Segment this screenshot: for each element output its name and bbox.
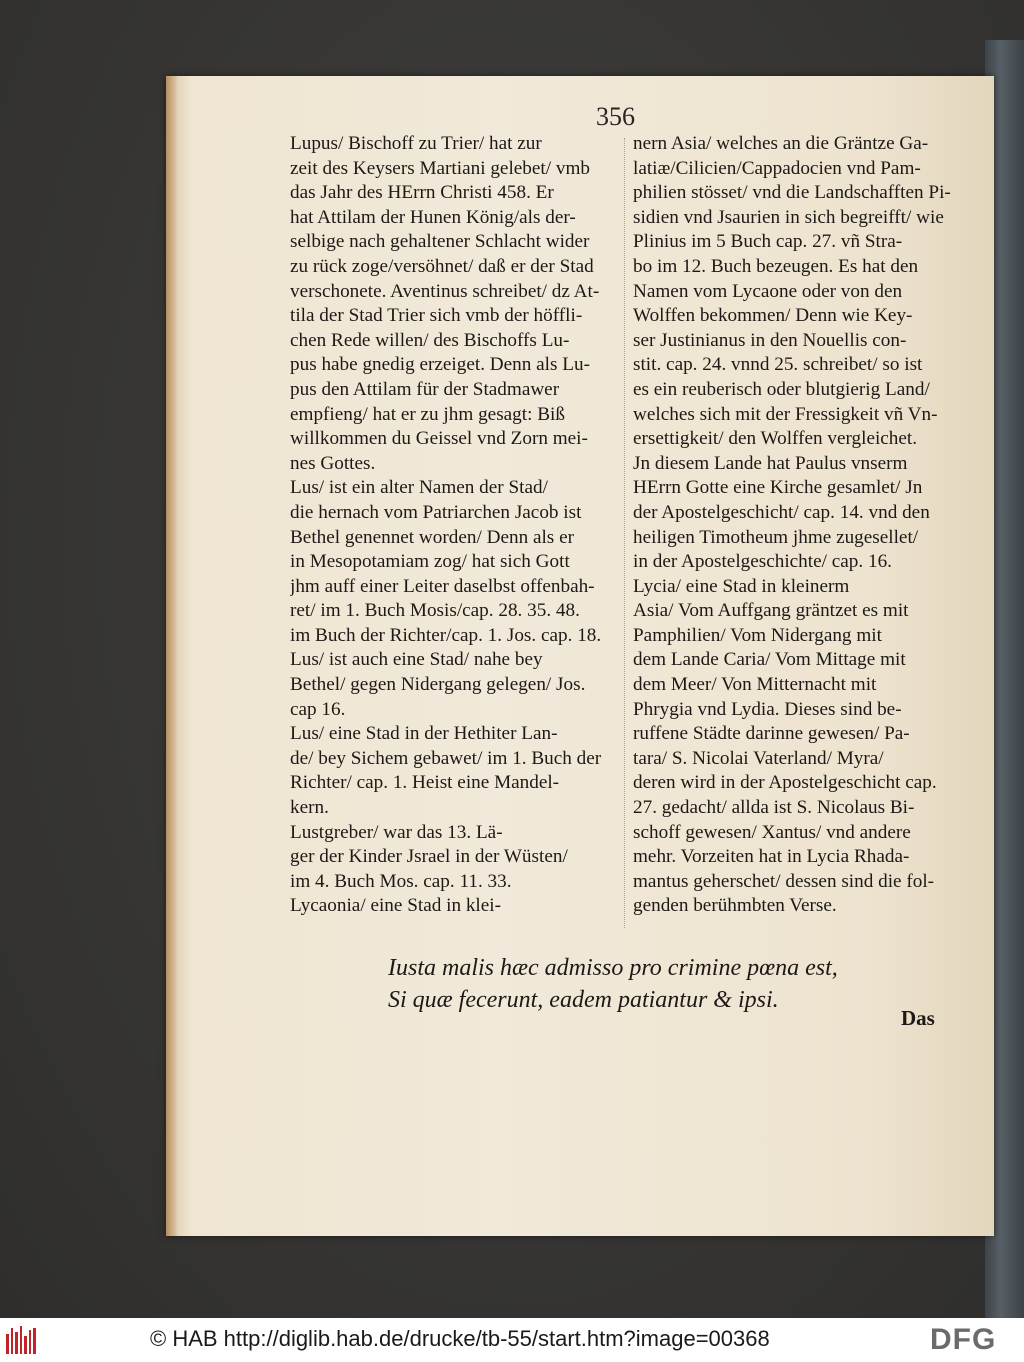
text-line: dem Meer/ Von Mitternacht mit bbox=[633, 674, 877, 696]
text-line: Lus/ ist auch eine Stad/ nahe bey bbox=[290, 649, 543, 671]
text-line: Wolffen bekommen/ Denn wie Key- bbox=[633, 305, 913, 327]
text-line: mantus geherschet/ dessen sind die fol- bbox=[633, 870, 935, 892]
text-line: welches sich mit der Fressigkeit vñ Vn- bbox=[633, 403, 938, 425]
text-line: es ein reuberisch oder blutgierig Land/ bbox=[633, 378, 930, 400]
text-line: latiæ/Cilicien/Cappadocien vnd Pam- bbox=[633, 157, 921, 179]
text-line: de/ bey Sichem gebawet/ im 1. Buch der bbox=[290, 747, 602, 769]
text-line: Namen vom Lycaone oder von den bbox=[633, 280, 903, 302]
text-line: nes Gottes. bbox=[290, 452, 376, 474]
text-line: Lus/ eine Stad in der Hethiter Lan- bbox=[290, 723, 558, 745]
text-line: Plinius im 5 Buch cap. 27. vñ Stra- bbox=[633, 231, 903, 253]
text-line: Phrygia vnd Lydia. Dieses sind be- bbox=[633, 698, 902, 720]
text-line: nern Asia/ welches an die Gräntze Ga- bbox=[633, 133, 929, 154]
text-line: ersettigkeit/ den Wolffen vergleichet. bbox=[633, 428, 918, 450]
text-line: jhm auff einer Leiter daselbst offenbah- bbox=[290, 575, 595, 597]
text-line: willkommen du Geissel vnd Zorn mei- bbox=[290, 428, 588, 450]
text-line: Bethel genennet worden/ Denn als er bbox=[290, 526, 574, 548]
verse-line: Iusta malis hæc admisso pro crimine pœna est, bbox=[388, 955, 838, 981]
text-line: zeit des Keysers Martiani gelebet/ vmb bbox=[290, 157, 590, 179]
text-line: Asia/ Vom Auffgang gräntzet es mit bbox=[633, 600, 909, 622]
text-line: pus habe gnedig erzeiget. Denn als Lu- bbox=[290, 354, 590, 376]
text-line: kern. bbox=[290, 797, 329, 819]
page-binding-edge bbox=[166, 76, 178, 1236]
text-line: philien stösset/ vnd die Landschafften Pi- bbox=[633, 182, 951, 204]
left-text-column bbox=[290, 132, 612, 919]
text-line: pus den Attilam für der Stadmawer bbox=[290, 378, 560, 400]
copyright-link[interactable]: © HAB http://diglib.hab.de/drucke/tb-55/start.htm?image=00368 bbox=[150, 1326, 770, 1351]
text-line: im 4. Buch Mos. cap. 11. 33. bbox=[290, 870, 512, 892]
text-line: bo im 12. Buch bezeugen. Es hat den bbox=[633, 255, 919, 277]
text-line: im Buch der Richter/cap. 1. Jos. cap. 18. bbox=[290, 624, 602, 646]
text-line: ret/ im 1. Buch Mosis/cap. 28. 35. 48. bbox=[290, 600, 580, 622]
text-line: tila der Stad Trier sich vmb der höffli- bbox=[290, 305, 583, 327]
footer-bar bbox=[0, 1318, 1024, 1362]
text-line: hat Attilam der Hunen König/als der- bbox=[290, 206, 576, 228]
text-line: der Apostelgeschicht/ cap. 14. vnd den bbox=[633, 501, 930, 523]
text-line: 27. gedacht/ allda ist S. Nicolaus Bi- bbox=[633, 797, 915, 819]
text-line: deren wird in der Apostelgeschicht cap. bbox=[633, 772, 937, 794]
text-line: die hernach vom Patriarchen Jacob ist bbox=[290, 501, 582, 523]
text-line: in der Apostelgeschichte/ cap. 16. bbox=[633, 551, 892, 573]
text-line: ger der Kinder Jsrael in der Wüsten/ bbox=[290, 846, 568, 868]
text-line: dem Lande Caria/ Vom Mittage mit bbox=[633, 649, 906, 671]
text-line: Jn diesem Lande hat Paulus vnserm bbox=[633, 452, 908, 474]
text-line: sidien vnd Jsaurien in sich begreifft/ wie bbox=[633, 206, 944, 228]
text-line: tara/ S. Nicolai Vaterland/ Myra/ bbox=[633, 747, 884, 769]
text-line: das Jahr des HErrn Christi 458. Er bbox=[290, 182, 554, 204]
dfg-logo: DFG bbox=[930, 1323, 997, 1356]
hab-logo-icon bbox=[6, 1326, 36, 1354]
text-line: ser Justinianus in den Nouellis con- bbox=[633, 329, 907, 351]
right-text-column bbox=[633, 132, 955, 919]
text-line: Lycaonia/ eine Stad in klei- bbox=[290, 895, 501, 917]
text-line: Richter/ cap. 1. Heist eine Mandel- bbox=[290, 772, 560, 794]
text-line: zu rück zoge/versöhnet/ daß er der Stad bbox=[290, 255, 594, 277]
column-divider bbox=[624, 138, 626, 928]
verse-line: Si quæ fecerunt, eadem patiantur & ipsi. bbox=[388, 987, 779, 1013]
text-line: Lycia/ eine Stad in kleinerm bbox=[633, 575, 850, 597]
page-number: 356 bbox=[596, 102, 635, 131]
book-page bbox=[166, 76, 994, 1236]
text-line: schoff gewesen/ Xantus/ vnd andere bbox=[633, 821, 911, 843]
catchword: Das bbox=[901, 1006, 935, 1030]
text-line: Lupus/ Bischoff zu Trier/ hat zur bbox=[290, 133, 542, 154]
text-line: stit. cap. 24. vnnd 25. schreibet/ so ist bbox=[633, 354, 923, 376]
text-line: heiligen Timotheum jhme zugesellet/ bbox=[633, 526, 919, 548]
latin-verse bbox=[388, 952, 948, 1016]
text-line: Bethel/ gegen Nidergang gelegen/ Jos. bbox=[290, 674, 586, 696]
text-line: selbige nach gehaltener Schlacht wider bbox=[290, 231, 590, 253]
text-line: Lus/ ist ein alter Namen der Stad/ bbox=[290, 477, 548, 499]
text-line: chen Rede willen/ des Bischoffs Lu- bbox=[290, 329, 570, 351]
text-line: empfieng/ hat er zu jhm gesagt: Biß bbox=[290, 403, 565, 425]
text-line: mehr. Vorzeiten hat in Lycia Rhada- bbox=[633, 846, 910, 868]
text-line: Pamphilien/ Vom Nidergang mit bbox=[633, 624, 882, 646]
text-line: ruffene Städte darinne gewesen/ Pa- bbox=[633, 723, 910, 745]
text-line: Lustgreber/ war das 13. Lä- bbox=[290, 821, 503, 843]
text-line: in Mesopotamiam zog/ hat sich Gott bbox=[290, 551, 570, 573]
text-line: verschonete. Aventinus schreibet/ dz At- bbox=[290, 280, 600, 302]
text-line: cap 16. bbox=[290, 698, 346, 720]
text-line: HErrn Gotte eine Kirche gesamlet/ Jn bbox=[633, 477, 923, 499]
text-line: genden berühmbten Verse. bbox=[633, 895, 837, 917]
